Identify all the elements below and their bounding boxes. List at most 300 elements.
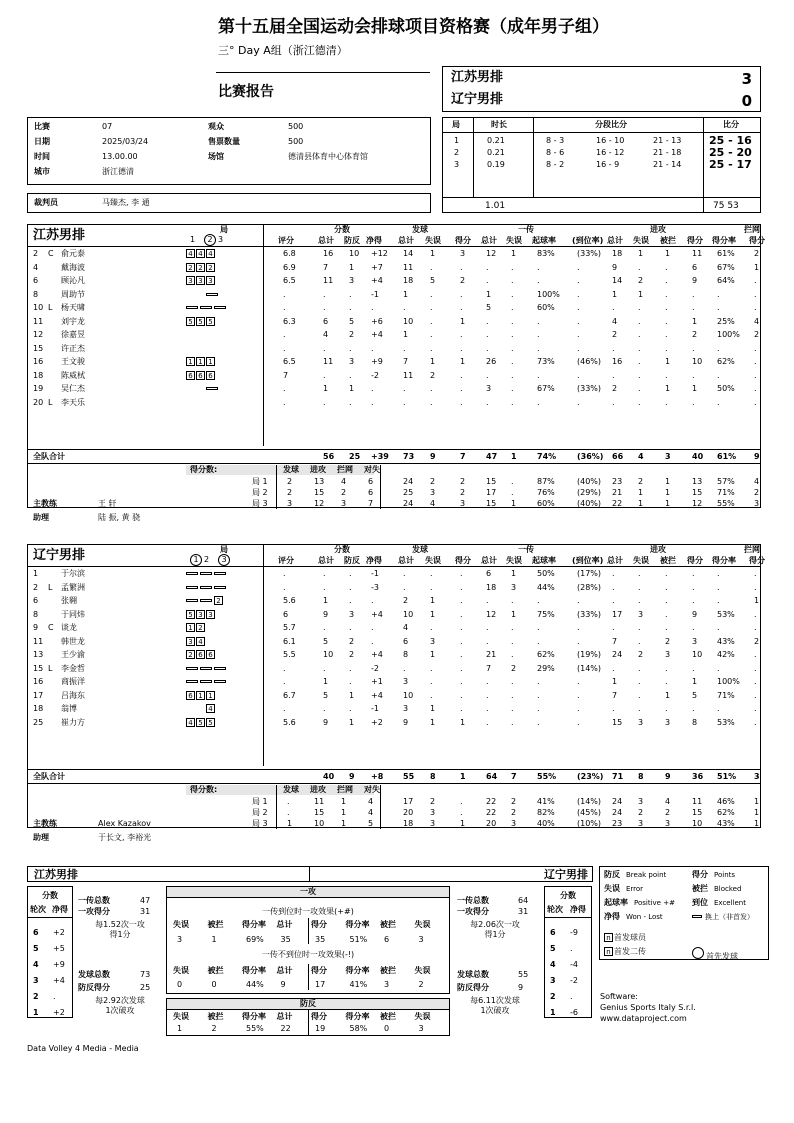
stat-ablo: . (665, 370, 668, 380)
stat-rerr: 1 (511, 609, 517, 619)
sets-table (442, 117, 761, 213)
set-position (200, 306, 212, 309)
set-row-label: 局 2 (252, 808, 268, 817)
stat-spts: 2 (460, 276, 466, 285)
stat-serr: 2 (430, 370, 436, 380)
stat-atot: 15 (612, 717, 623, 727)
tickets: 500 (288, 137, 304, 146)
sets-total-duration: 1.01 (485, 201, 506, 211)
stat-stot: . (403, 582, 406, 592)
mini-header: 失误 (173, 920, 189, 929)
stat-spts: . (460, 704, 463, 713)
mini-header: 得分 (311, 966, 327, 975)
set-position: 2 (196, 263, 205, 272)
set-score: 25 - 17 (709, 158, 752, 171)
stat-rtot: 12 (486, 609, 497, 619)
rotation-number: 3 (33, 976, 39, 985)
sets-header-set: 局 (452, 120, 460, 129)
rotation-number: 6 (550, 928, 556, 937)
rotation-net: -9 (570, 928, 578, 937)
stat-spts: . (460, 663, 463, 673)
subheader-spts: 得分 (455, 236, 471, 245)
stat-serr: . (430, 289, 433, 299)
mini-header: 被拦 (380, 966, 396, 975)
stat-tot: . (323, 303, 326, 312)
stat-aperc: . (717, 596, 720, 605)
player-set-positions (186, 249, 216, 259)
stat-aerr: . (638, 623, 641, 632)
stat-bp: . (349, 303, 352, 312)
stat-tot: . (323, 343, 326, 353)
stat-rerr: . (511, 677, 514, 686)
stat-aerr: 1 (638, 289, 644, 299)
assistant-label: 助理 (33, 833, 49, 842)
subheader-bp: 防反 (344, 556, 360, 565)
srv-total-label-a: 发球总数 (78, 970, 110, 979)
player-number: 11 (33, 636, 44, 646)
pts-header: 进攻 (310, 465, 326, 474)
stat-tot: 1 (323, 596, 329, 605)
set-position: 4 (186, 249, 195, 258)
stat-ablo: 1 (665, 357, 671, 366)
mini-value: 58% (349, 1024, 368, 1033)
stat-spts: . (460, 609, 463, 619)
divider (276, 785, 277, 829)
stat-rexc: . (577, 704, 580, 713)
stat-rerr: . (511, 330, 514, 339)
rotation-number: 3 (550, 976, 556, 985)
stat-stot: . (403, 303, 406, 312)
stat-vote: . (283, 663, 286, 673)
stat-bp: . (349, 596, 352, 605)
stat-apts: 1 (692, 677, 698, 686)
city-label: 城市 (34, 167, 50, 176)
stat-apts: . (692, 623, 695, 632)
coach-name: Alex Kazakov (98, 819, 151, 828)
stat-ablo: . (665, 343, 668, 353)
stat-serr: . (430, 397, 433, 407)
stat-rexc: . (577, 623, 580, 632)
stat-atot: 24 (612, 650, 623, 659)
stat-aperc: 71% (717, 690, 735, 700)
set-position: 2 (186, 263, 195, 272)
subheader-serr: 失误 (425, 236, 441, 245)
referee-label: 裁判员 (34, 198, 58, 207)
player-number: 11 (33, 316, 44, 326)
team-box (27, 544, 761, 828)
stat-wl: -2 (371, 370, 379, 380)
stat-wl: +4 (371, 276, 383, 285)
set-partial-3: 21 - 13 (653, 136, 682, 145)
sets-header-duration: 时长 (491, 120, 507, 129)
stat-aerr: . (638, 303, 641, 312)
total-bpts: 3 (754, 772, 760, 781)
stat-stot: . (403, 569, 406, 578)
set-row-rpos: 40% (537, 819, 555, 828)
stat-atot: 9 (612, 262, 618, 272)
subheader-aerr: 失误 (633, 236, 649, 245)
set-position (186, 667, 198, 670)
rotation-net: +2 (53, 928, 65, 937)
set-position: 2 (196, 623, 205, 632)
stat-aerr: 3 (638, 717, 644, 727)
stat-rpos: . (537, 623, 540, 632)
stat-rpos: 29% (537, 663, 555, 673)
set-row-pts: 6 (368, 488, 374, 497)
player-name: 于尔滨 (61, 569, 85, 578)
stat-vote: . (283, 303, 286, 312)
score-team-a: 江苏男排 (451, 70, 504, 85)
mini-value: 22 (280, 1024, 291, 1033)
set-row-pts: 2 (287, 488, 293, 497)
player-name: 周助节 (61, 289, 85, 299)
stat-ablo: 1 (665, 690, 671, 700)
mini-value: 2 (418, 980, 424, 989)
player-number: 8 (33, 289, 39, 299)
set-row-label: 局 3 (252, 819, 268, 828)
set-row-ablo: 4 (665, 797, 671, 806)
rec-total-label-a: 一传总数 (78, 896, 110, 905)
stat-ablo: 3 (665, 650, 671, 659)
player-number: 25 (33, 717, 44, 727)
rotation-number: 2 (33, 992, 39, 1001)
stat-bpts: . (754, 690, 757, 700)
set-row-rpos: 76% (537, 488, 555, 497)
set-row-rtot: 20 (486, 819, 497, 828)
stat-aperc: . (717, 569, 720, 578)
stat-tot: . (323, 623, 326, 632)
report-title: 比赛报告 (218, 84, 274, 100)
mini-header: 失误 (414, 1012, 431, 1021)
stat-spts: . (460, 343, 463, 353)
set-position: 5 (206, 317, 215, 326)
legend-key: 净得 (604, 912, 620, 921)
rec-points-b: 31 (518, 907, 529, 916)
stat-tot: 5 (323, 636, 329, 646)
footer-text: Data Volley 4 Media - Media (27, 1044, 139, 1053)
stat-aerr: . (638, 582, 641, 592)
player-set-positions (186, 718, 216, 728)
stat-serr: 1 (430, 249, 436, 258)
stat-stot: . (403, 663, 406, 673)
set-position: 4 (196, 637, 205, 646)
sets-header-score: 比分 (723, 120, 739, 129)
stat-stot: 1 (403, 289, 409, 299)
legend-substitute-icon (692, 915, 702, 918)
stat-rexc: . (577, 262, 580, 272)
stat-spts: . (460, 262, 463, 272)
set-row-aerr: 1 (638, 499, 644, 508)
spectators-label: 观众 (208, 122, 224, 131)
stat-rerr: . (511, 343, 514, 353)
set-score: 25 - 16 (709, 134, 752, 147)
stat-serr: . (430, 663, 433, 673)
stat-bpts: 1 (754, 596, 760, 605)
set-row-spts: . (460, 808, 463, 817)
stat-bp: 3 (349, 609, 355, 619)
referee-box (27, 193, 431, 213)
score-team-b: 辽宁男排 (451, 92, 504, 107)
set-position (200, 599, 212, 602)
subheader-aerr: 失误 (633, 556, 649, 565)
total-apts: 36 (692, 772, 704, 781)
set-col-number: 3 (218, 554, 230, 566)
stat-bp: 2 (349, 636, 355, 646)
stat-rpos: . (537, 343, 540, 353)
team-name: 辽宁男排 (33, 548, 86, 563)
set-position: 5 (196, 317, 205, 326)
stat-aerr: . (638, 370, 641, 380)
subheader-bpts: 得分 (749, 236, 765, 245)
stat-aperc: . (717, 704, 720, 713)
set-row-rerr: . (511, 477, 514, 486)
stat-aerr: . (638, 663, 641, 673)
player-set-positions (186, 569, 228, 579)
subheader-rpos: 起球率 (532, 236, 556, 245)
srv-points-a: 25 (140, 983, 151, 992)
stat-rtot: . (486, 690, 489, 700)
set-row-stot: 20 (403, 808, 414, 817)
legend-box (599, 866, 769, 960)
rotation-number: 4 (550, 960, 556, 969)
stat-rpos: . (537, 370, 540, 380)
player-name: 李天乐 (61, 397, 85, 407)
stat-bpts: . (754, 650, 757, 659)
player-number: 18 (33, 704, 44, 713)
rec-points-a: 31 (140, 907, 151, 916)
set-row-apts: 10 (692, 819, 703, 828)
stat-rpos: 50% (537, 569, 555, 578)
set-row-spts: 3 (460, 499, 466, 508)
set-row-pts: 4 (368, 797, 374, 806)
set-position (214, 680, 226, 683)
stat-apts: 6 (692, 262, 698, 272)
stat-rexc: (28%) (577, 582, 602, 592)
player-number: 12 (33, 330, 44, 339)
stat-spts: . (460, 596, 463, 605)
stat-atot: . (612, 397, 615, 407)
stat-bp: . (349, 677, 352, 686)
stat-ablo: . (665, 663, 668, 673)
srv-note-a: 每2.92次发球 1次破攻 (95, 996, 145, 1015)
header-block: 拦网 (744, 545, 760, 554)
stat-apts: . (692, 582, 695, 592)
header-attack: 进攻 (650, 545, 666, 554)
software-label: Software: (600, 992, 638, 1001)
set-row-stot: 24 (403, 477, 414, 486)
set-row-serr: 3 (430, 488, 436, 497)
stat-rerr: . (511, 650, 514, 659)
stat-rexc: (33%) (577, 249, 602, 258)
stat-apts: 5 (692, 690, 698, 700)
stat-tot: 10 (323, 650, 334, 659)
stat-wl: . (371, 343, 374, 353)
subheader-bpts: 得分 (749, 556, 765, 565)
mini-value: 0 (211, 980, 217, 989)
stat-rerr: . (511, 397, 514, 407)
player-name: 商振洋 (61, 677, 85, 686)
player-role: L (48, 582, 53, 592)
stat-rexc: . (577, 289, 580, 299)
subheader-spts: 得分 (455, 556, 471, 565)
stat-aperc: 100% (717, 330, 740, 339)
set-row-apts: 11 (692, 797, 703, 806)
divider (27, 246, 761, 247)
player-name: 谈龙 (61, 623, 77, 632)
match-city: 浙江德清 (102, 167, 134, 176)
set-row-bpts: 3 (754, 499, 760, 508)
set-row-atot: 21 (612, 488, 623, 497)
stat-serr: . (430, 384, 433, 393)
set-position (214, 586, 226, 589)
stat-bpts: 1 (754, 262, 760, 272)
stat-tot: 4 (323, 330, 329, 339)
stat-vote: . (283, 677, 286, 686)
stat-spts: . (460, 636, 463, 646)
stat-bp: . (349, 623, 352, 632)
stat-stot: 10 (403, 609, 414, 619)
player-number: 15 (33, 663, 44, 673)
stat-vote: 5.6 (283, 717, 296, 727)
set-row-serr: 4 (430, 499, 436, 508)
set-row-pts: 1 (341, 797, 347, 806)
player-name: 许正杰 (61, 343, 85, 353)
stat-stot: 7 (403, 357, 409, 366)
stat-vote: . (283, 704, 286, 713)
sets-header-partial: 分段比分 (595, 120, 627, 129)
srv-points-b: 9 (518, 983, 524, 992)
divider (380, 465, 381, 509)
stat-bp: . (349, 663, 352, 673)
stat-rexc: . (577, 343, 580, 353)
set-row-pts: 15 (314, 488, 325, 497)
page-subtitle: 三° Day A组（浙江德清） (218, 44, 348, 57)
divider (308, 918, 309, 944)
set-row-aerr: 1 (638, 488, 644, 497)
stat-apts: . (692, 370, 695, 380)
stat-bpts: . (754, 276, 757, 285)
set-row-rexc: (40%) (577, 477, 602, 486)
mini-header: 得分 (311, 1012, 327, 1021)
set-partial-2: 16 - 12 (596, 148, 625, 157)
stat-serr: 1 (430, 609, 436, 619)
rotation-title: 分数 (42, 891, 58, 900)
set-row-rtot: 17 (486, 488, 497, 497)
player-number: 17 (33, 690, 44, 700)
total-bp: 9 (349, 772, 355, 781)
stat-apts: . (692, 596, 695, 605)
stat-aperc: . (717, 397, 720, 407)
set-position: 6 (186, 691, 195, 700)
stat-bpts: . (754, 704, 757, 713)
rec-total-b: 64 (518, 896, 529, 905)
sideout-box (166, 886, 450, 994)
total-spts: 1 (460, 772, 466, 781)
set-row-aerr: 2 (638, 808, 644, 817)
stat-apts: . (692, 704, 695, 713)
stat-atot: 14 (612, 276, 623, 285)
stat-apts: . (692, 343, 695, 353)
stat-ablo: . (665, 289, 668, 299)
rotation-net: +4 (53, 976, 65, 985)
rotation-number: 1 (550, 1008, 556, 1017)
total-aperc: 51% (717, 772, 737, 781)
subheader-rerr: 失误 (506, 556, 522, 565)
total-serr: 8 (430, 772, 436, 781)
stat-rpos: . (537, 704, 540, 713)
stat-vote: 6.7 (283, 690, 296, 700)
rotation-number: 5 (550, 944, 556, 953)
set-row-pts: 1 (287, 819, 293, 828)
stat-bpts: . (754, 343, 757, 353)
header-reception: 一传 (518, 225, 534, 234)
stat-ablo: 1 (665, 384, 671, 393)
set-position: 5 (196, 718, 205, 727)
player-set-positions (186, 357, 216, 367)
stat-aerr: . (638, 690, 641, 700)
stat-serr: . (430, 690, 433, 700)
set-row-serr: 2 (430, 477, 436, 486)
stat-atot: . (612, 370, 615, 380)
rotation-net: -4 (570, 960, 578, 969)
stat-serr: 1 (430, 357, 436, 366)
set-position (214, 667, 226, 670)
stat-atot: 1 (612, 677, 618, 686)
total-stot: 73 (403, 452, 415, 461)
set-col-number: 2 (204, 234, 216, 246)
set-position: 2 (214, 596, 223, 605)
header-set: 局 (220, 225, 228, 234)
player-number: 16 (33, 677, 44, 686)
stat-rerr: 2 (511, 663, 517, 673)
set-col-number: 2 (204, 555, 210, 564)
set-row-pts: 6 (368, 477, 374, 486)
team-total-label: 全队合计 (33, 772, 65, 781)
stat-tot: 9 (323, 609, 329, 619)
stat-bp: 3 (349, 357, 355, 366)
player-name: 顾沁凡 (61, 276, 85, 285)
stat-spts: 1 (460, 717, 466, 727)
stat-serr: 1 (430, 650, 436, 659)
set-position: 6 (186, 371, 195, 380)
stat-rexc: (46%) (577, 357, 602, 366)
mini-header: 被拦 (207, 1012, 224, 1021)
set-duration: 0.21 (487, 148, 505, 157)
set-row-pts: 2 (341, 488, 347, 497)
venue: 德清县体育中心体育馆 (288, 152, 368, 161)
software-url[interactable]: www.dataproject.com (600, 1014, 687, 1023)
stat-aerr: . (638, 569, 641, 578)
stat-aperc: 67% (717, 262, 735, 272)
set-row-rexc: (10%) (577, 819, 602, 828)
divider (308, 964, 309, 990)
stat-rtot: 1 (486, 289, 492, 299)
stat-stot: 3 (403, 704, 409, 713)
set-row-stot: 24 (403, 499, 414, 508)
stat-spts: . (460, 569, 463, 578)
stat-aperc: 42% (717, 650, 735, 659)
set-position: 6 (196, 650, 205, 659)
stat-serr: . (430, 330, 433, 339)
set-row-atot: 23 (612, 819, 623, 828)
stat-spts: . (460, 690, 463, 700)
rotation-label: 轮次 (547, 905, 563, 914)
stat-rexc: . (577, 370, 580, 380)
stat-vote: . (283, 569, 286, 578)
set-number: 1 (454, 136, 460, 145)
set-position: 3 (196, 610, 205, 619)
total-ablo: 9 (665, 772, 671, 781)
